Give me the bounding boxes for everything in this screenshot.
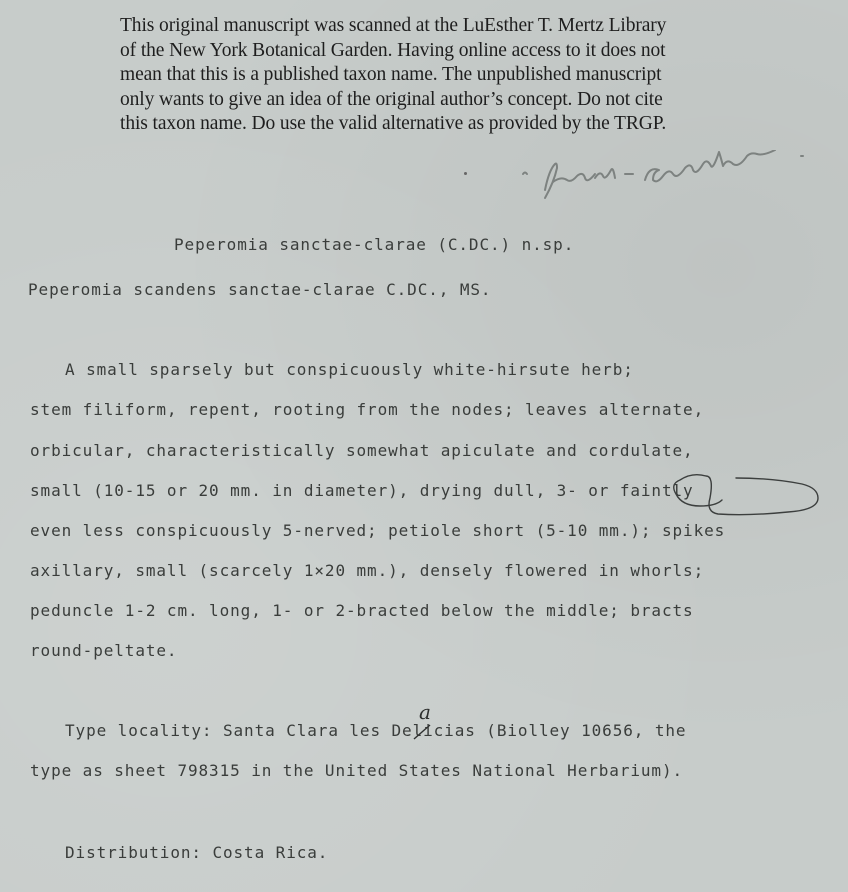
- handwritten-correction: a: [419, 700, 431, 724]
- notice-line: this taxon name. Do use the valid alternative as provided by the TRGP.: [120, 113, 667, 135]
- notice-line: of the New York Botanical Garden. Having online access to it does not: [120, 39, 666, 61]
- type-locality-line: type as sheet 798315 in the United States National Herbarium).: [30, 761, 684, 780]
- notice-line: This original manuscript was scanned at the LuEsther T. Mertz Library: [120, 15, 667, 36]
- notice-line: only wants to give an idea of the original author’s concept. Do not cite: [120, 88, 663, 110]
- description-line: round-peltate.: [30, 641, 178, 660]
- distribution-line: Distribution: Costa Rica.: [65, 843, 329, 862]
- ink-dot: [464, 172, 467, 175]
- type-locality-line: Type locality: Santa Clara les Delicias (Biolley 10656, the: [65, 721, 687, 740]
- handwritten-circle-mark: [622, 470, 832, 518]
- species-title: Peperomia sanctae-clarae (C.DC.) n.sp.: [174, 235, 575, 254]
- description-line: peduncle 1-2 cm. long, 1- or 2-bracted below the middle; bracts: [30, 601, 694, 620]
- description-line: orbicular, characteristically somewhat apiculate and cordulate,: [30, 441, 694, 460]
- synonym-line: Peperomia scandens sanctae-clarae C.DC., MS.: [28, 280, 492, 299]
- description-line: stem filiform, repent, rooting from the nodes; leaves alternate,: [30, 400, 705, 419]
- notice-line: mean that this is a published taxon name. The unpublished manuscript: [120, 64, 662, 86]
- handwritten-signature: [515, 150, 815, 205]
- description-line: even less conspicuously 5-nerved; petiole short (5-10 mm.); spikes: [30, 521, 726, 540]
- description-line: A small sparsely but conspicuously white-hirsute herb;: [65, 360, 634, 379]
- library-notice: [120, 14, 820, 137]
- description-line: axillary, small (scarcely 1×20 mm.), densely flowered in whorls;: [30, 561, 705, 580]
- strike-through-mark: [410, 722, 434, 742]
- description-line: small (10-15 or 20 mm. in diameter), drying dull, 3- or faintly: [30, 481, 694, 500]
